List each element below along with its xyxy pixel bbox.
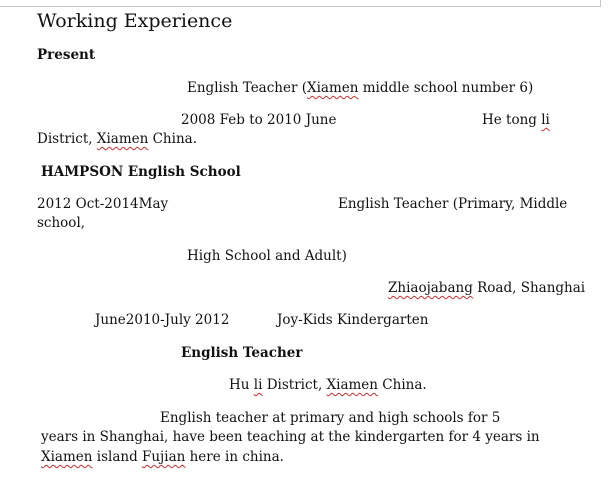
present-role-post: middle school number 6) (358, 80, 534, 96)
summary-line-3-sq2: Fujian (142, 449, 186, 465)
summary-line-3 (41, 449, 284, 466)
joykids-role: English Teacher (181, 345, 303, 361)
hampson-address-post: Road, Shanghai (472, 280, 586, 296)
present-location-a (482, 112, 550, 129)
joykids-location-mid: District, (262, 377, 327, 393)
summary-line-3-post: here in china. (185, 449, 284, 465)
present-role-school: Xiamen (307, 80, 359, 96)
joykids-location (229, 377, 427, 394)
joykids-location-pre: Hu (229, 377, 254, 393)
present-location-b-post: China. (148, 131, 197, 147)
present-location-b (37, 131, 197, 148)
summary-line-3-sq1: Xiamen (41, 449, 93, 465)
page-edge (0, 0, 601, 7)
hampson-role: English Teacher (Primary, Middle (338, 196, 568, 212)
joykids-school: Joy-Kids Kindergarten (277, 312, 429, 328)
joykids-dates: June2010-July 2012 (95, 312, 230, 328)
present-dates: 2008 Feb to 2010 June (181, 112, 337, 128)
hampson-school: HAMPSON English School (41, 164, 241, 180)
joykids-location-post: China. (378, 377, 427, 393)
present-location-b-city: Xiamen (96, 131, 149, 147)
section-title: Working Experience (37, 10, 233, 32)
joykids-location-sq1: li (253, 377, 263, 393)
hampson-address-street: Zhiaojabang (388, 280, 473, 296)
summary-line-2: years in Shanghai, have been teaching at the kindergarten for 4 years in (41, 429, 540, 445)
present-role (187, 80, 533, 97)
present-label: Present (37, 47, 96, 63)
hampson-role-cont: school, (37, 215, 86, 231)
present-location-b-pre: District, (37, 131, 97, 147)
summary-line-1: English teacher at primary and high schools for 5 (160, 410, 501, 426)
joykids-location-sq2: Xiamen (326, 377, 378, 393)
hampson-dates: 2012 Oct-2014May (37, 196, 169, 212)
present-role-pre: English Teacher ( (187, 80, 307, 96)
summary-line-3-mid: island (92, 449, 142, 465)
present-location-a-text: He tong (482, 112, 542, 128)
present-location-a-sq: li (541, 112, 550, 128)
hampson-address (388, 280, 585, 297)
hampson-role-cont2: High School and Adult) (187, 248, 347, 264)
